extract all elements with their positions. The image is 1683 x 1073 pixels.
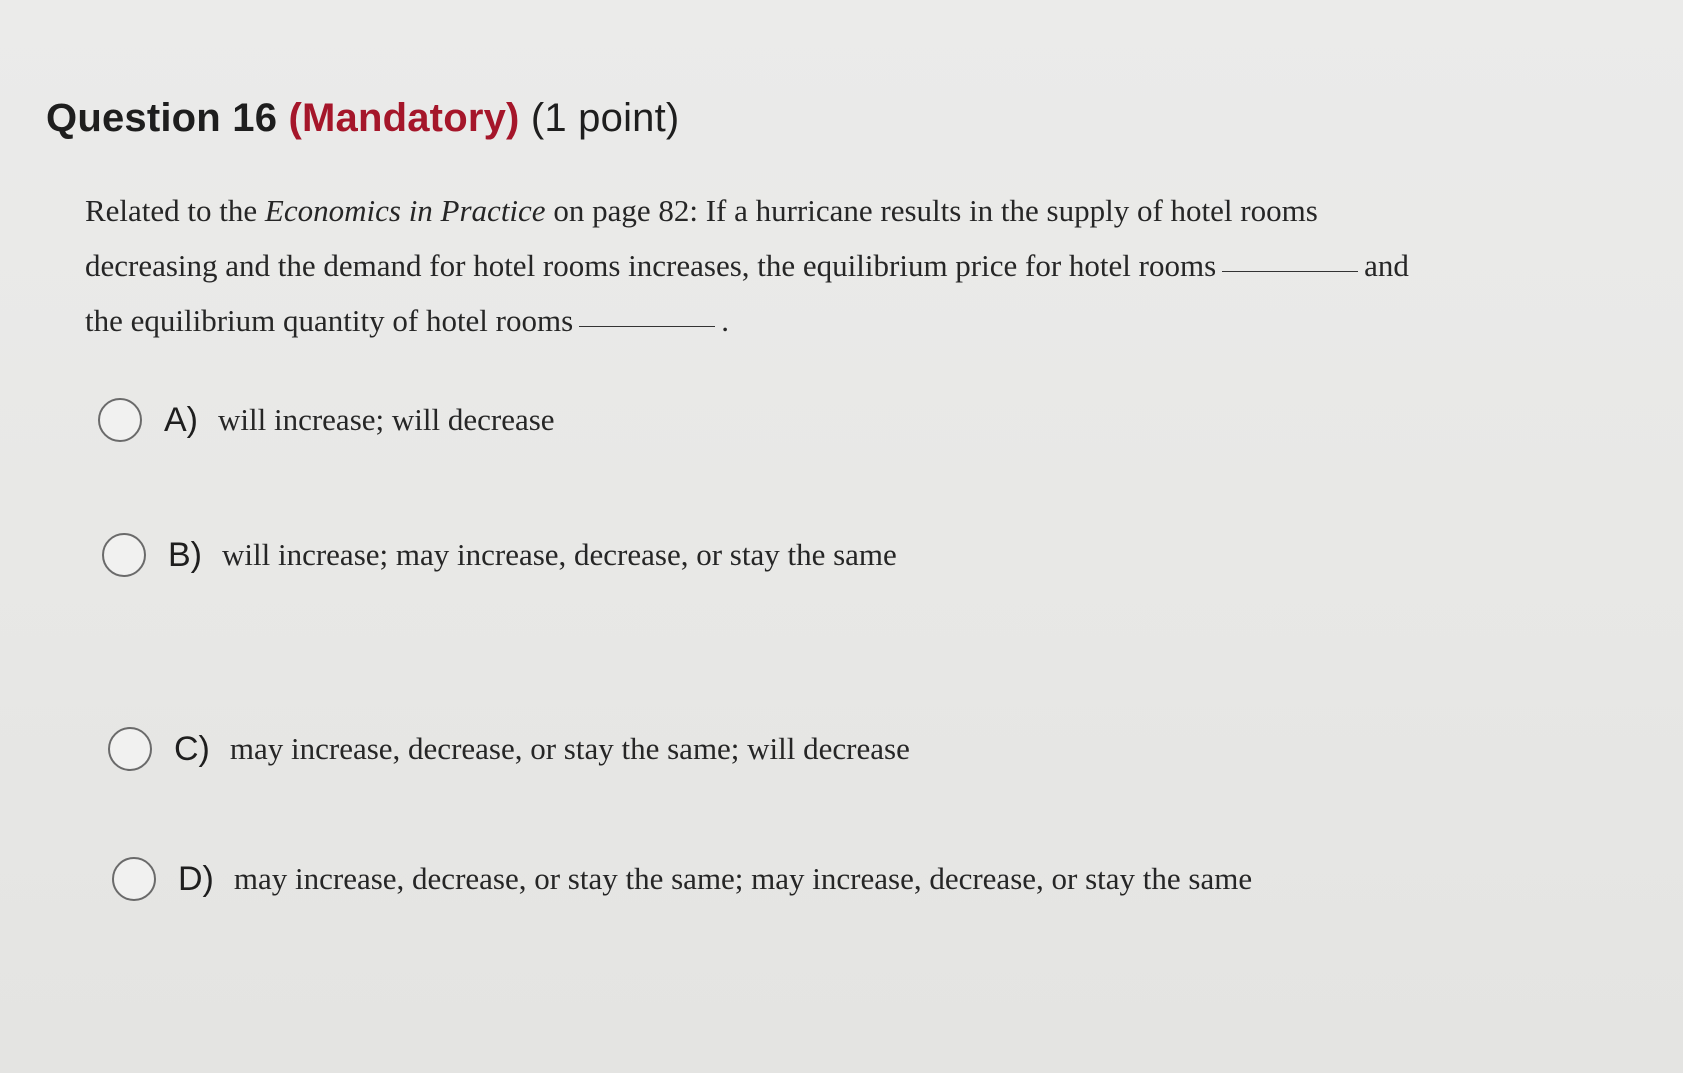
stem-italic-title: Economics in Practice bbox=[264, 193, 546, 228]
answer-blank-2 bbox=[579, 325, 715, 327]
option-text[interactable]: may increase, decrease, or stay the same; may increase, decrease, or stay the same bbox=[233, 861, 1253, 896]
radio-button-c[interactable] bbox=[108, 727, 152, 771]
stem-text: decreasing and the demand for hotel rooms increases, the equilibrium price for hotel rooms bbox=[85, 248, 1217, 283]
question-number: Question 16 bbox=[46, 96, 278, 140]
stem-text: Related to the bbox=[85, 193, 265, 228]
stem-line-1 bbox=[85, 183, 1525, 238]
option-letter: C) bbox=[174, 729, 210, 768]
stem-text: on page 82: If a hurricane results in the supply of hotel rooms bbox=[545, 193, 1318, 228]
stem-text: and bbox=[1364, 248, 1409, 283]
option-text[interactable]: will increase; will decrease bbox=[218, 402, 555, 437]
option-letter: B) bbox=[168, 535, 202, 574]
option-text[interactable]: may increase, decrease, or stay the same; will decrease bbox=[229, 731, 910, 766]
answer-option-d[interactable] bbox=[112, 857, 1252, 901]
answer-option-c[interactable] bbox=[108, 727, 910, 771]
answer-blank-1 bbox=[1222, 270, 1358, 272]
option-letter: D) bbox=[178, 859, 214, 898]
radio-button-b[interactable] bbox=[102, 533, 146, 577]
stem-line-2 bbox=[85, 238, 1525, 293]
radio-button-d[interactable] bbox=[112, 857, 156, 901]
question-header bbox=[46, 96, 679, 141]
option-letter: A) bbox=[164, 400, 198, 439]
answer-option-a[interactable] bbox=[98, 398, 555, 442]
option-text[interactable]: will increase; may increase, decrease, or stay the same bbox=[222, 537, 897, 572]
question-stem bbox=[85, 183, 1525, 348]
stem-text: . bbox=[721, 303, 729, 338]
stem-text: the equilibrium quantity of hotel rooms bbox=[85, 303, 574, 338]
stem-line-3 bbox=[85, 293, 1525, 348]
answer-option-b[interactable] bbox=[102, 533, 897, 577]
mandatory-label: (Mandatory) bbox=[288, 96, 520, 140]
points-label: (1 point) bbox=[530, 96, 680, 140]
radio-button-a[interactable] bbox=[98, 398, 142, 442]
